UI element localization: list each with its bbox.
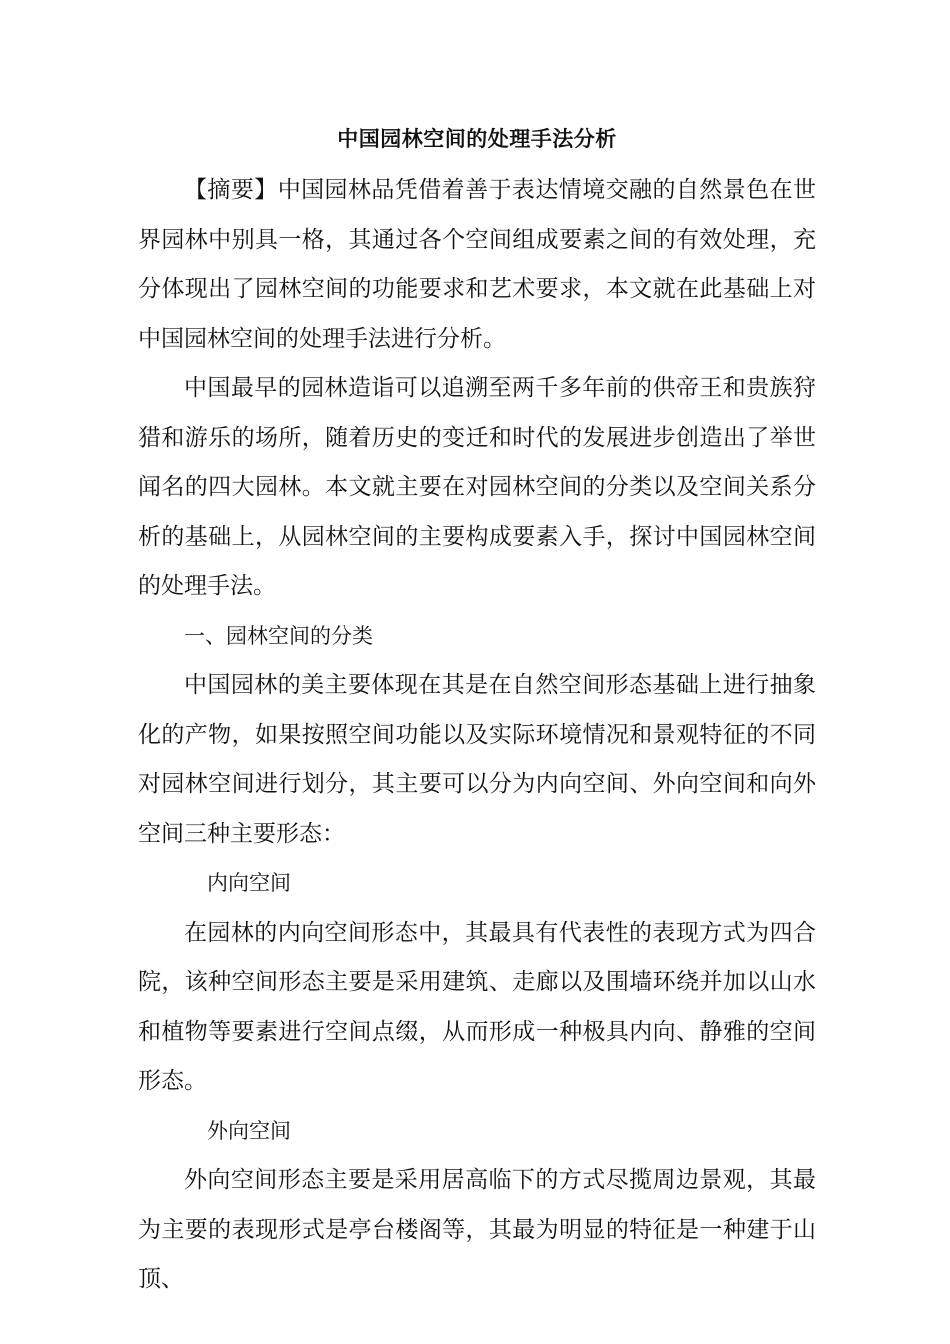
section-heading-classification: 一、园林空间的分类: [184, 623, 373, 648]
body-inward-space: 在园林的内向空间形态中，其最具有代表性的表现方式为四合院，该种空间形态主要是采用建筑、走廊以及围墙环绕并加以山水和植物等要素进行空间点缀，从而形成一种极具内向、静雅的空间形态。: [138, 919, 816, 1094]
abstract-paragraph: 【摘要】中国园林品凭借着善于表达情境交融的自然景色在世界园林中别具一格，其通过各个空间组成要素之间的有效处理，充分体现出了园林空间的功能要求和艺术要求，本文就在此基础上对中国园林空间的处理手法进行分析。: [138, 177, 816, 352]
subheading-inward-space: 内向空间: [207, 871, 291, 895]
body-outward-space: 外向空间形态主要是采用居高临下的方式尽揽周边景观，其最为主要的表现形式是亭台楼阁等，其最为明显的特征是一种建于山顶、: [138, 1167, 816, 1292]
document-page: [138, 124, 816, 1305]
subheading-outward-space: 外向空间: [207, 1118, 291, 1143]
section-body-classification: 中国园林的美主要体现在其是在自然空间形态基础上进行抽象化的产物，如果按照空间功能以及实际环境情况和景观特征的不同对园林空间进行划分，其主要可以分为内向空间、外向空间和向外空间三种主要形态：: [138, 672, 816, 847]
intro-paragraph: 中国最早的园林造诣可以追溯至两千多年前的供帝王和贵族狩猎和游乐的场所，随着历史的变迁和时代的发展进步创造出了举世闻名的四大园林。本文就主要在对园林空间的分类以及空间关系分析的基础上，从园林空间的主要构成要素入手，探讨中国园林空间的处理手法。: [138, 375, 816, 599]
document-title: 中国园林空间的处理手法分析: [337, 126, 617, 151]
